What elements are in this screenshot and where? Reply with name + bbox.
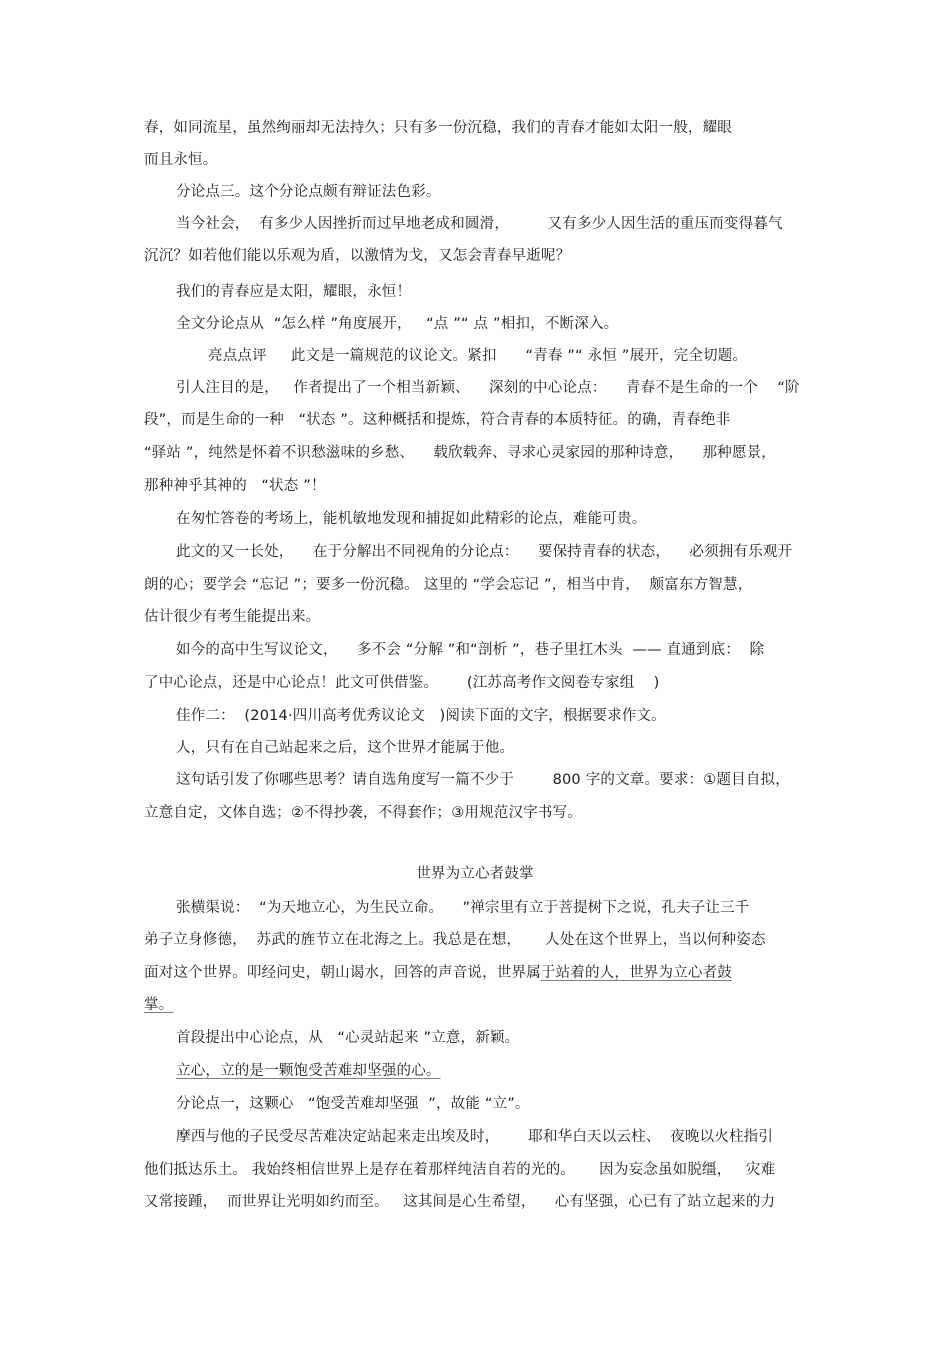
text-line: 在匆忙答卷的考场上，能机敏地发现和捕捉如此精彩的论点，难能可贵。: [176, 511, 647, 527]
text-line: 朗的心；要学会 “忘记 ”；要多一份沉稳。 这里的 “学会忘记 ”，相当中肯， 颇富东方智慧，: [144, 577, 753, 593]
text-line: 分论点三。这个分论点颇有辩证法色彩。: [176, 184, 441, 200]
text-line: 当今社会， 有多少人因挫折而过早地老成和圆滑， 又有多少人因生活的重压而变得暮气: [176, 216, 783, 232]
text-line: 摩西与他的子民受尽苦难决定站起来走出埃及时， 耶和华白天以云柱、 夜晚以火柱指引: [176, 1129, 774, 1145]
underlined-line: 立心，立的是一颗饱受苦难却坚强的心。: [176, 1063, 441, 1079]
text-line: 全文分论点从 “怎么样 ”角度展开， “点 ”“ 点 ”相扣，不断深入。: [176, 316, 619, 332]
text-segment: 面对这个世界。叩经问史，朝山谒水，回答的声音说，世界属: [144, 965, 541, 981]
text-line: 我们的青春应是太阳，耀眼，永恒！: [176, 284, 412, 300]
text-line: 亮点点评 此文是一篇规范的议论文。紧扣 “青春 ”“ 永恒 ”展开，完全切题。: [208, 348, 748, 364]
underlined-line: 掌。: [144, 997, 174, 1013]
text-line: 首段提出中心论点，从 “心灵站起来 ”立意，新颖。: [176, 1030, 520, 1046]
text-line: 人，只有在自己站起来之后，这个世界才能属于他。: [176, 740, 515, 756]
text-line: 又常接踵， 而世界让光明如约而至。 这其间是心生希望， 心有坚强，心已有了站立起来的力: [144, 1194, 776, 1210]
text-line: 弟子立身修德， 苏武的旌节立在北海之上。我总是在想， 人处在这个世界上，当以何种姿态: [144, 932, 766, 948]
text-line: 引人注目的是， 作者提出了一个相当新颖、 深刻的中心论点： 青春不是生命的一个 “阶: [176, 380, 800, 396]
text-line: 估计很少有考生能提出来。: [144, 609, 321, 625]
text-line: 那种神乎其神的 “状态 ”！: [144, 478, 326, 494]
text-line: 而且永恒。: [144, 152, 218, 168]
text-line: 立意自定，文体自选；②不得抄袭，不得套作；③用规范汉字书写。: [144, 805, 582, 821]
text-line: [144, 963, 732, 983]
text-line: “驿站 ”，纯然是怀着不识愁滋味的乡愁、 载欣载奔、寻求心灵家园的那种诗意， 那种愿景，: [144, 445, 777, 461]
text-line: 春，如同流星，虽然绚丽却无法持久；只有多一份沉稳，我们的青春才能如太阳一般，耀眼: [144, 120, 732, 136]
text-line: 此文的又一长处， 在于分解出不同视角的分论点： 要保持青春的状态， 必须拥有乐观开: [176, 544, 793, 560]
text-line: 这句话引发了你哪些思考？请自选角度写一篇不少于 800 字的文章。要求：①题目自拟，: [176, 772, 790, 788]
text-line: 了中心论点，还是中心论点！此文可供借鉴。 (江苏高考作文阅卷专家组 ): [144, 675, 660, 691]
text-line: 段”，而是生命的一种 “状态 ”。这种概括和提炼，符合青春的本质特征。的确，青春绝非: [144, 412, 731, 428]
text-line: 佳作二： (2014·四川高考优秀议论文 )阅读下面的文字，根据要求作文。: [176, 708, 666, 724]
text-line: 分论点一，这颗心 “饱受苦难却坚强 ”，故能 “立”。: [176, 1096, 530, 1112]
essay-title: 世界为立心者鼓掌: [416, 866, 534, 882]
underlined-segment: 于站着的人，世界为立心者鼓: [540, 965, 733, 981]
text-line: 张横渠说： “为天地立心，为生民立命。 ”禅宗里有立于菩提树下之说，孔夫子让三千: [176, 900, 750, 916]
text-line: 如今的高中生写议论文， 多不会 “分解 ”和“剖析 ”，巷子里扛木头 —— 直通到底： 除: [176, 642, 765, 658]
text-line: 沉沉？如若他们能以乐观为盾，以激情为戈，又怎会青春早逝呢？: [144, 248, 571, 264]
text-line: 他们抵达乐土。 我始终相信世界上是存在着那样纯洁自若的光的。 因为妄念虽如脱缰， 灾难: [144, 1162, 776, 1178]
